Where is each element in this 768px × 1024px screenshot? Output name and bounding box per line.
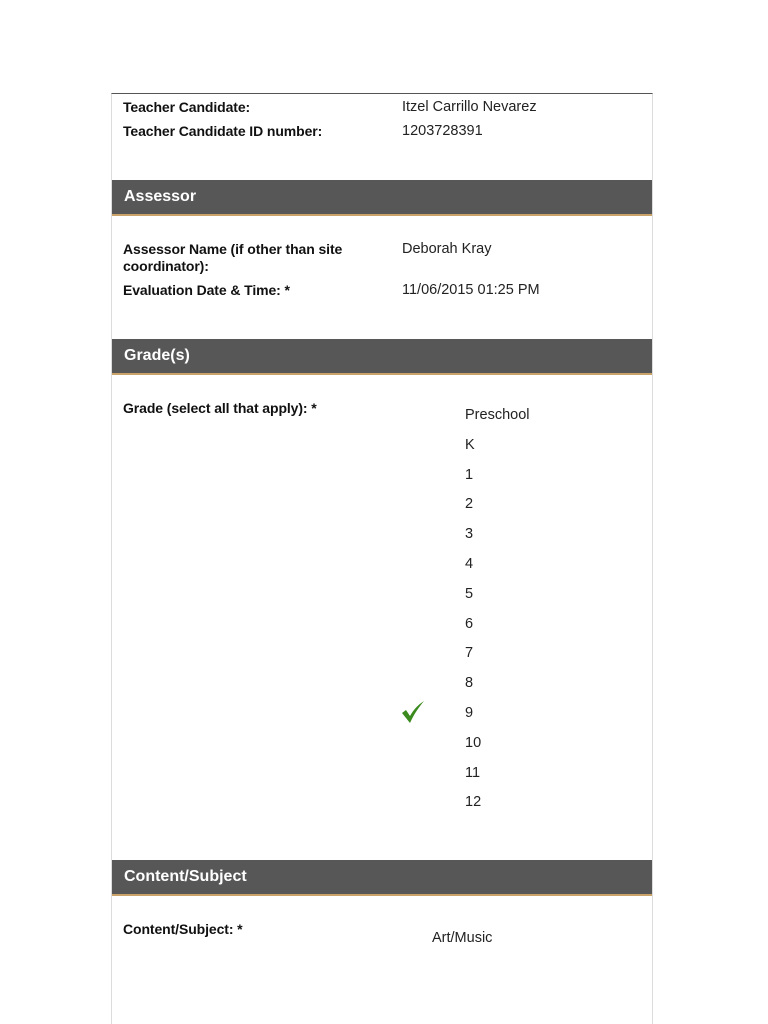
assessor-name-value: Deborah Kray <box>402 241 492 257</box>
evaluation-date-label: Evaluation Date & Time: * <box>123 282 290 298</box>
grades-section-header: Grade(s) <box>112 339 652 375</box>
grade-option: 12 <box>465 794 482 810</box>
candidate-name-label: Teacher Candidate: <box>123 99 251 115</box>
grade-option: 8 <box>465 675 474 691</box>
grade-option: 9 <box>465 705 474 721</box>
candidate-id-label: Teacher Candidate ID number: <box>123 123 323 139</box>
content-subject-value: Art/Music <box>432 930 493 946</box>
grades-label: Grade (select all that apply): * <box>123 400 317 416</box>
grade-option: 1 <box>465 467 474 483</box>
grade-option: 6 <box>465 616 474 632</box>
content-subject-label: Content/Subject: * <box>123 921 243 937</box>
grade-option: 11 <box>465 765 481 781</box>
candidate-id-value: 1203728391 <box>402 123 483 139</box>
content-subject-section-header: Content/Subject <box>112 860 652 896</box>
grade-option: 5 <box>465 586 474 602</box>
evaluation-form <box>111 93 653 1024</box>
candidate-name-value: Itzel Carrillo Nevarez <box>402 99 537 115</box>
assessor-section-header: Assessor <box>112 180 652 216</box>
evaluation-date-value: 11/06/2015 01:25 PM <box>402 282 540 298</box>
grade-option: Preschool <box>465 407 530 423</box>
grade-option: 7 <box>465 645 474 661</box>
assessor-name-label: Assessor Name (if other than site coordinator): <box>123 241 343 274</box>
grade-option: 2 <box>465 496 474 512</box>
grade-option: K <box>465 437 475 453</box>
checkmark-icon <box>400 699 426 725</box>
grade-option: 4 <box>465 556 474 572</box>
grade-option: 10 <box>465 735 482 751</box>
grade-option: 3 <box>465 526 474 542</box>
